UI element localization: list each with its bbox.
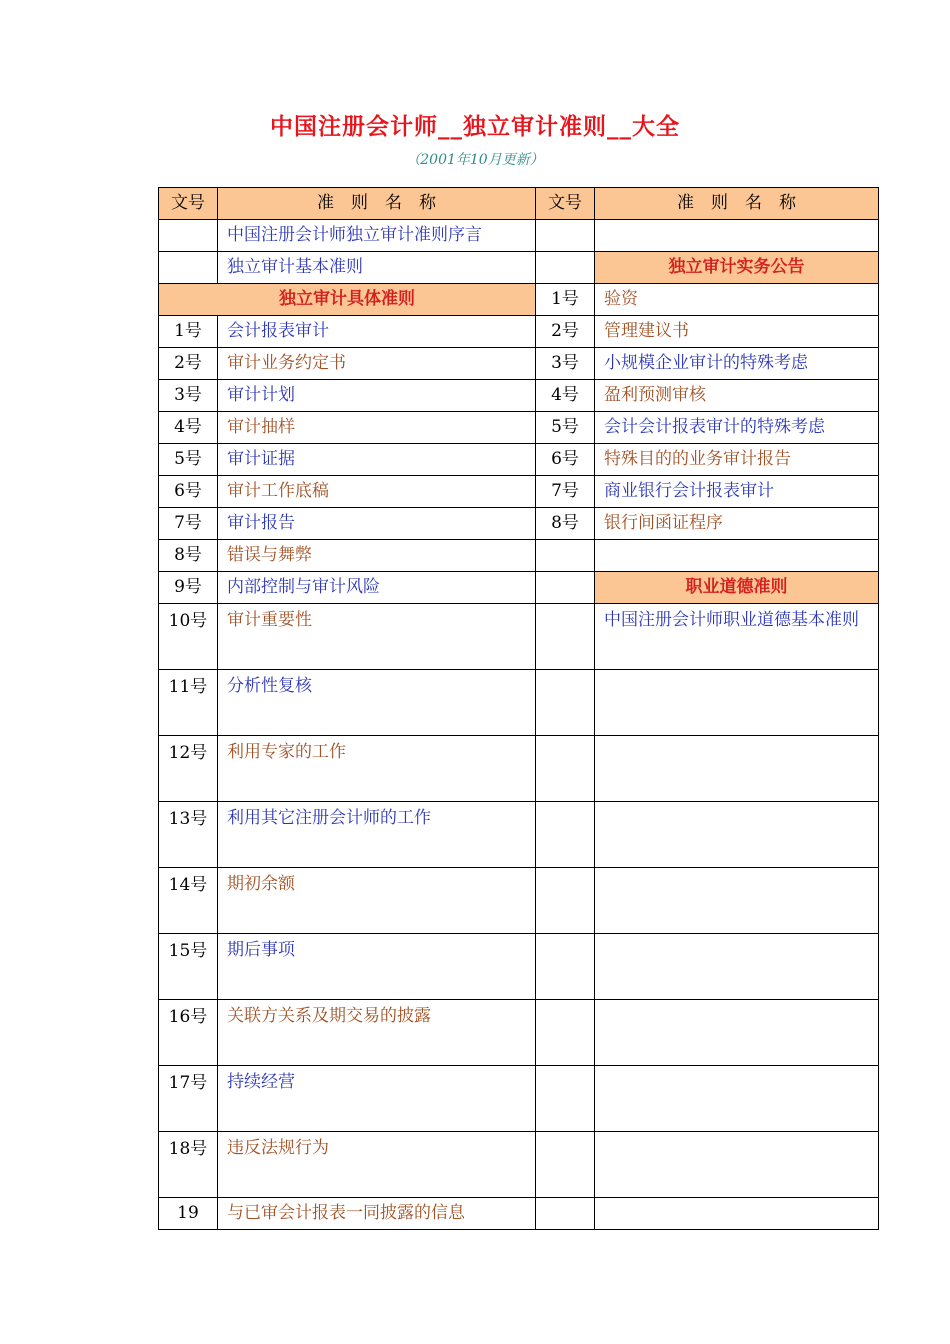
right-num: 8号 [536, 508, 595, 540]
link-left-standard[interactable]: 分析性复核 [218, 670, 536, 736]
link-ethics-standard[interactable]: 中国注册会计师职业道德基本准则 [595, 604, 879, 670]
left-num: 8号 [159, 540, 218, 572]
link-left-standard[interactable]: 审计重要性 [218, 604, 536, 670]
right-num: 1号 [536, 284, 595, 316]
link-left-standard[interactable]: 审计工作底稿 [218, 476, 536, 508]
link-left-standard[interactable]: 持续经营 [218, 1066, 536, 1132]
section-ethics: 职业道德准则 [595, 572, 879, 604]
cell-empty [595, 736, 879, 802]
cell-empty [536, 934, 595, 1000]
page-subtitle: （2001年10月更新） [406, 152, 544, 168]
left-num: 5号 [159, 444, 218, 476]
section-practice-notices: 独立审计实务公告 [595, 252, 879, 284]
cell-empty [595, 1000, 879, 1066]
link-left-standard[interactable]: 关联方关系及期交易的披露 [218, 1000, 536, 1066]
link-left-standard[interactable]: 审计证据 [218, 444, 536, 476]
table-row [159, 220, 879, 252]
link-right-standard[interactable]: 小规模企业审计的特殊考虑 [595, 348, 879, 380]
table-row [159, 316, 879, 348]
right-num: 5号 [536, 412, 595, 444]
cell-empty [536, 572, 595, 604]
link-right-standard[interactable]: 盈利预测审核 [595, 380, 879, 412]
link-right-standard[interactable]: 银行间函证程序 [595, 508, 879, 540]
table-row [159, 476, 879, 508]
link-right-standard[interactable]: 验资 [595, 284, 879, 316]
header-name-right: 准 则 名 称 [595, 188, 879, 220]
table-header-row [159, 188, 879, 220]
cell-empty [159, 220, 218, 252]
cell-empty [536, 670, 595, 736]
left-num: 14号 [159, 868, 218, 934]
page-title: 中国注册会计师__独立审计准则__大全 [270, 114, 680, 140]
table-row [159, 1198, 879, 1230]
link-left-standard[interactable]: 审计计划 [218, 380, 536, 412]
cell-empty [595, 1132, 879, 1198]
cell-empty [595, 1066, 879, 1132]
left-num: 9号 [159, 572, 218, 604]
table-row [159, 252, 879, 284]
link-left-standard[interactable]: 审计业务约定书 [218, 348, 536, 380]
right-num: 7号 [536, 476, 595, 508]
left-num: 18号 [159, 1132, 218, 1198]
link-left-standard[interactable]: 利用专家的工作 [218, 736, 536, 802]
cell-empty [536, 868, 595, 934]
cell-empty [595, 540, 879, 572]
table-row [159, 934, 879, 1000]
cell-empty [536, 540, 595, 572]
cell-empty [595, 1198, 879, 1230]
table-row [159, 508, 879, 540]
table-row [159, 868, 879, 934]
table-row [159, 348, 879, 380]
link-left-standard[interactable]: 内部控制与审计风险 [218, 572, 536, 604]
link-left-standard[interactable]: 利用其它注册会计师的工作 [218, 802, 536, 868]
cell-empty [159, 252, 218, 284]
table-row [159, 670, 879, 736]
cell-empty [536, 802, 595, 868]
table-row [159, 736, 879, 802]
cell-empty [536, 736, 595, 802]
right-num: 6号 [536, 444, 595, 476]
left-num: 1号 [159, 316, 218, 348]
header-num-left: 文号 [159, 188, 218, 220]
left-num: 7号 [159, 508, 218, 540]
cell-empty [595, 670, 879, 736]
right-num: 4号 [536, 380, 595, 412]
left-num: 19 [159, 1198, 218, 1230]
right-num: 3号 [536, 348, 595, 380]
link-left-standard[interactable]: 会计报表审计 [218, 316, 536, 348]
left-num: 11号 [159, 670, 218, 736]
left-num: 17号 [159, 1066, 218, 1132]
table-row [159, 802, 879, 868]
link-right-standard[interactable]: 管理建议书 [595, 316, 879, 348]
link-left-standard[interactable]: 期后事项 [218, 934, 536, 1000]
link-right-standard[interactable]: 特殊目的的业务审计报告 [595, 444, 879, 476]
header-name-left: 准 则 名 称 [218, 188, 536, 220]
table-row [159, 1000, 879, 1066]
standards-table [158, 187, 879, 1230]
section-specific-standards: 独立审计具体准则 [159, 284, 536, 316]
left-num: 3号 [159, 380, 218, 412]
cell-empty [536, 1132, 595, 1198]
table-row [159, 444, 879, 476]
cell-empty [536, 1000, 595, 1066]
link-right-standard[interactable]: 商业银行会计报表审计 [595, 476, 879, 508]
link-left-standard[interactable]: 审计报告 [218, 508, 536, 540]
cell-empty [536, 604, 595, 670]
right-num: 2号 [536, 316, 595, 348]
table-row [159, 380, 879, 412]
table-row [159, 540, 879, 572]
header-num-right: 文号 [536, 188, 595, 220]
left-num: 10号 [159, 604, 218, 670]
table-row [159, 572, 879, 604]
table-row [159, 1132, 879, 1198]
link-left-standard[interactable]: 期初余额 [218, 868, 536, 934]
left-num: 2号 [159, 348, 218, 380]
link-left-standard[interactable]: 错误与舞弊 [218, 540, 536, 572]
left-num: 12号 [159, 736, 218, 802]
link-preface[interactable]: 中国注册会计师独立审计准则序言 [218, 220, 536, 252]
cell-empty [595, 868, 879, 934]
cell-empty [536, 252, 595, 284]
left-num: 6号 [159, 476, 218, 508]
cell-empty [595, 220, 879, 252]
link-left-standard[interactable]: 审计抽样 [218, 412, 536, 444]
left-num: 13号 [159, 802, 218, 868]
cell-empty [595, 934, 879, 1000]
left-num: 15号 [159, 934, 218, 1000]
link-left-standard[interactable]: 与已审会计报表一同披露的信息 [218, 1198, 536, 1230]
table-row [159, 412, 879, 444]
table-row [159, 284, 879, 316]
left-num: 16号 [159, 1000, 218, 1066]
link-basic-standard[interactable]: 独立审计基本准则 [218, 252, 536, 284]
table-row [159, 1066, 879, 1132]
cell-empty [536, 1198, 595, 1230]
cell-empty [595, 802, 879, 868]
cell-empty [536, 1066, 595, 1132]
link-right-standard[interactable]: 会计会计报表审计的特殊考虑 [595, 412, 879, 444]
link-left-standard[interactable]: 违反法规行为 [218, 1132, 536, 1198]
left-num: 4号 [159, 412, 218, 444]
cell-empty [536, 220, 595, 252]
table-row [159, 604, 879, 670]
